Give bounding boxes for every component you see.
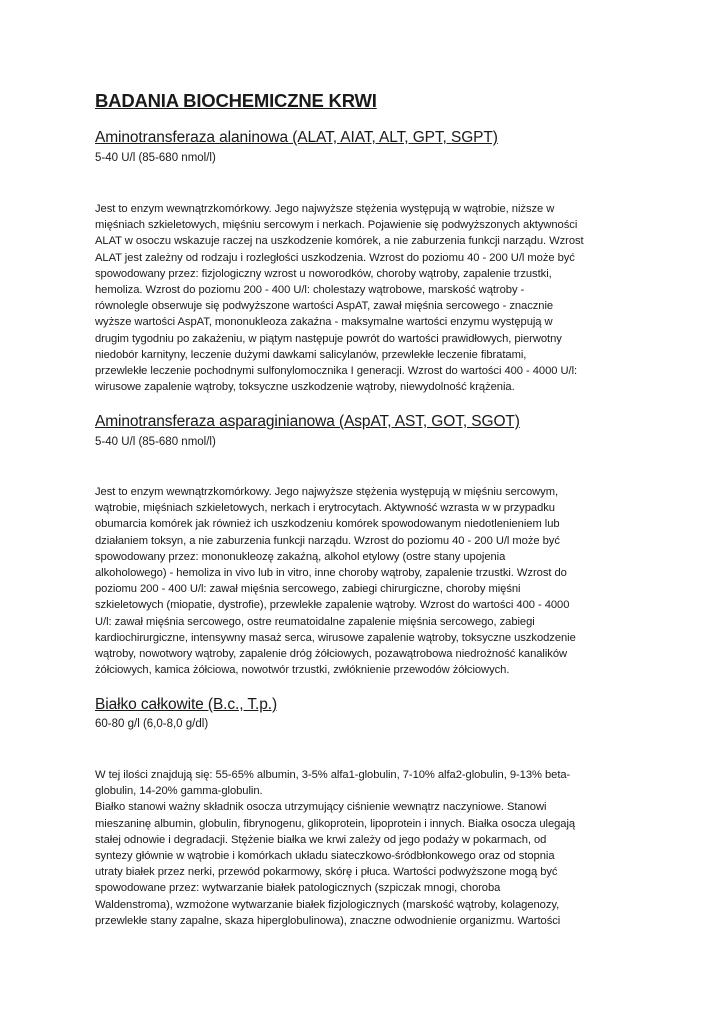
section-range-bialko: 60-80 g/l (6,0-8,0 g/dl) [95,718,209,730]
paragraph-line: kardiochirurgiczne, intensywny masaż serca, wirusowe zapalenie wątroby, toksyczne uszkodzenie [95,631,576,644]
section-heading-bialko: Białko całkowite (B.c., T.p.) [95,696,278,713]
paragraph-line: żółciowych, kamica żółciowa, nowotwór trzustki, zwłóknienie przewodów żółciowych. [95,664,510,677]
paragraph-line: wyższe wartości AspAT, mononukleoza zakaźna - maksymalne wartości enzymu występują w [95,316,553,329]
paragraph-line: mięśniach szkieletowych, mięśniu sercowym i nerkach. Pojawienie się podwyższonych aktywności [95,219,578,232]
paragraph-line: drugim tygodniu po zakażeniu, w piątym następuje powrót do wartości prawidłowych, pierwotny [95,332,562,345]
paragraph-line: obumarcia komórek jak również ich uszkodzeniu komórek spowodowanym niedotlenieniem lub [95,518,560,531]
paragraph-line: równolegle obserwuje się podwyższone wartości AspAT, zawał mięśnia sercowego - znacznie [95,300,554,313]
paragraph-line: przewlekłe stany zapalne, skaza hiperglobulinowa), znaczne odwodnienie organizmu. Wartości [95,914,561,927]
paragraph-line: U/l: zawał mięśnia sercowego, ostre reumatoidalne zapalenie mięśnia sercowego, zabiegi [95,615,535,628]
paragraph-line: ALAT jest zależny od rodzaju i rozległości uszkodzenia. Wzrost do poziomu 40 - 200 U/l może być [95,251,575,264]
section-heading-aspat: Aminotransferaza asparaginianowa (AspAT, AST, GOT, SGOT) [95,413,520,430]
paragraph-line: spowodowane przez: wytwarzanie białek patologicznych (szpiczak mnogi, choroba [95,882,501,895]
section-range-alat: 5-40 U/l (85-680 nmol/l) [95,152,216,164]
section-body-bialko [95,767,643,929]
paragraph-line: ALAT w osoczu wskazuje raczej na uszkodzenie komórek, a nie zaburzenia funkcji narządu. Wzrost [95,235,584,248]
paragraph-line: Białko stanowi ważny składnik osocza utrzymujący ciśnienie wewnątrz naczyniowe. Stanowi [95,801,547,814]
paragraph-line: utraty białek przez nerki, przewód pokarmowy, skórę i płuca. Wartości podwyższone mogą być [95,866,558,879]
paragraph-line: W tej ilości znajdują się: 55-65% albumin, 3-5% alfa1-globulin, 7-10% alfa2-globulin, 9-13% beta- [95,769,571,781]
paragraph-line: Jest to enzym wewnątrzkomórkowy. Jego najwyższe stężenia występują w mięśniu sercowym, [95,486,559,498]
paragraph-line: Waldenstroma), wzmożone wytwarzanie białek fizjologicznych (marskość wątroby, kolagenozy, [95,898,560,911]
paragraph-line: przewlekłe leczenie pochodnymi sulfonylomocznika I generacji. Wzrost do wartości 400 - 4000 U/l: [95,365,578,378]
document-title: BADANIA BIOCHEMICZNE KRWI [95,90,377,111]
paragraph-line: hemoliza. Wzrost do poziomu 200 - 400 U/l: cholestazy wątrobowe, marskość wątroby - [95,284,525,297]
section-heading-alat: Aminotransferaza alaninowa (ALAT, AIAT, ALT, GPT, SGPT) [95,129,498,146]
paragraph-line: mieszaninę albumin, globulin, fibrynogenu, glikoprotein, lipoprotein i innych. Białka osocza ulegają [95,817,576,830]
paragraph-line: niedobór karnityny, leczenie dużymi dawkami salicylanów, przewlekłe leczenie fibratami, [95,348,527,361]
paragraph-line: wątroby, nowotwory wątroby, zapalenie dróg żółciowych, pozawątrobowa niedrożność kanalików [95,648,568,661]
paragraph-line: stałej odnowie i degradacji. Stężenie białka we krwi zależy od jego podaży w pokarmach, od [95,833,547,846]
paragraph-line: działaniem toksyn, a nie zaburzenia funkcji narządu. Wzrost do poziomu 40 - 200 U/l może być [95,534,560,547]
paragraph-line: syntezy głównie w wątrobie i komórkach układu siateczkowo-śródbłonkowego oraz od stopnia [95,850,555,863]
section-body-aspat [95,484,643,678]
paragraph-line: spowodowany przez: mononukleozę zakaźną, alkohol etylowy (ostre stany upojenia [95,550,506,563]
paragraph-line: poziomu 200 - 400 U/l: zawał mięśnia sercowego, zabiegi chirurgiczne, choroby mięśni [95,583,521,596]
paragraph-line: szkieletowych (miopatie, dystrofie), przewlekłe zapalenie wątroby. Wzrost do wartości 400 - 4000 [95,599,570,612]
section-range-aspat: 5-40 U/l (85-680 nmol/l) [95,436,216,448]
paragraph-line: wirusowe zapalenie wątroby, toksyczne uszkodzenie wątroby, niewydolność krążenia. [95,381,515,394]
paragraph-line: globulin, 14-20% gamma-globulin. [95,785,263,798]
paragraph-line: spowodowany przez: fizjologiczny wzrost u noworodków, choroby wątroby, zapalenie trzustki, [95,267,552,280]
paragraph-line: wątrobie, mięśniach szkieletowych, nerkach i erytrocytach. Aktywność wzrasta w w przypadku [95,502,555,515]
paragraph-line: Jest to enzym wewnątrzkomórkowy. Jego najwyższe stężenia występują w wątrobie, niższe w [95,203,555,215]
section-body-alat [95,201,643,395]
paragraph-line: alkoholowego) - hemoliza in vivo lub in vitro, inne choroby wątroby, zapalenie trzustki. Wzrost do [95,567,567,580]
